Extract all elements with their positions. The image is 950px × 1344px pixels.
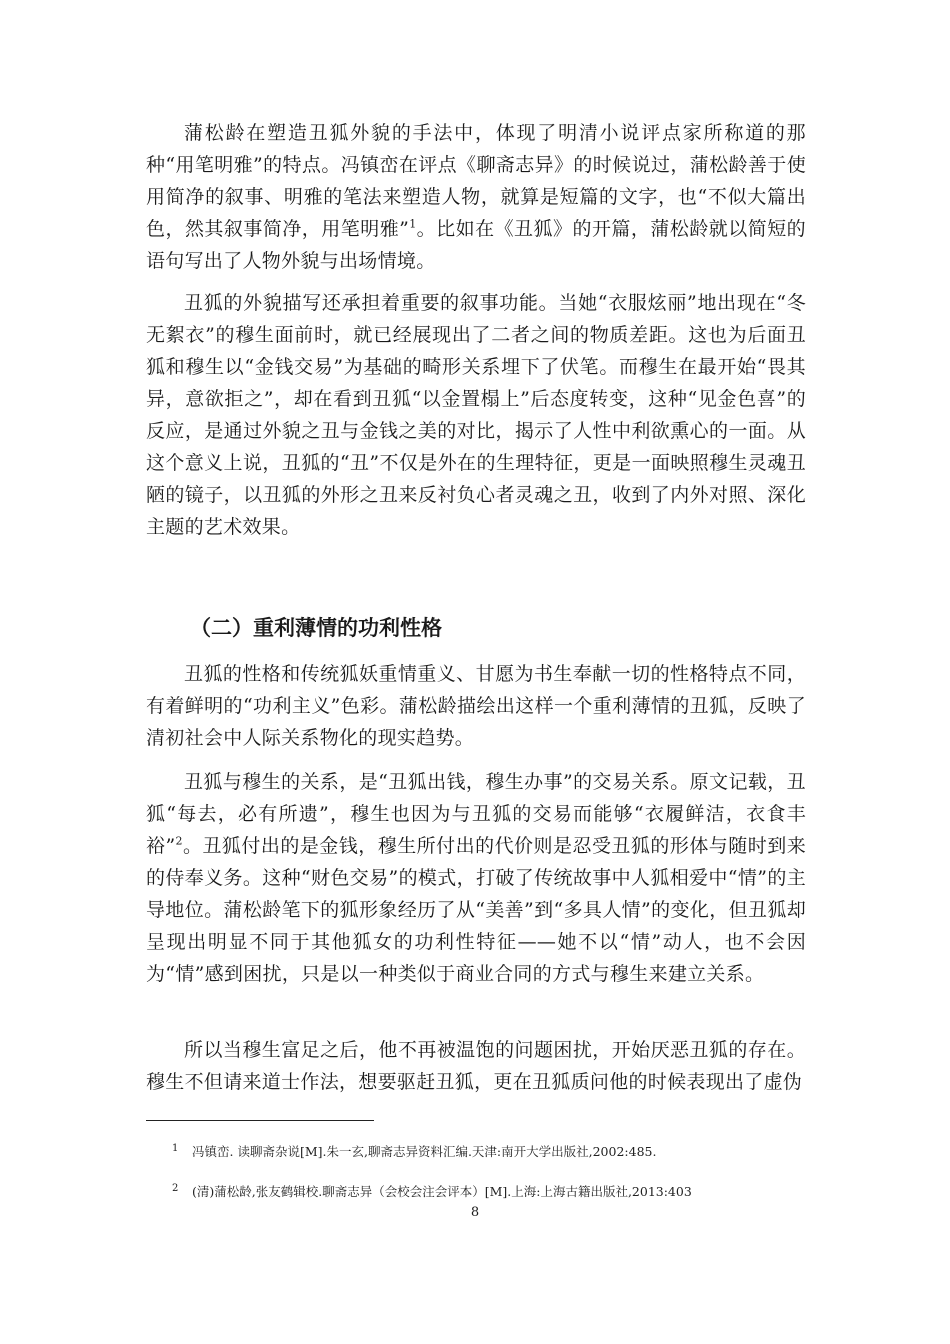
- paragraph-utilitarian-character: [146, 658, 806, 754]
- paragraph-narrative-function: [146, 287, 806, 543]
- page-number: 8: [470, 1205, 480, 1220]
- paragraph-text: 所以当穆生富足之后，他不再被温饱的问题困扰，开始厌恶丑狐的存在。穆生不但请来道士作法，想要驱赶丑狐，更在丑狐质问他的时候表现出了虚伪: [146, 1039, 806, 1093]
- paragraph-text: 蒲松龄在塑造丑狐外貌的手法中，体现了明清小说评点家所称道的那种“用笔明雅”的特点。冯镇峦在评点《聊斋志异》的时候说过，蒲松龄善于使用简净的叙事、明雅的笔法来塑造人物，就算是短篇的文字，也“不似大篇出色，然其叙事简净，用笔明雅”: [146, 122, 806, 240]
- paragraph-text: 。比如在《丑狐》的开篇，蒲松龄就以简短的语句写出了人物外貌与出场情境。: [146, 218, 806, 272]
- footnote-ref-1[interactable]: 1: [409, 217, 417, 231]
- footnote-2: 2 (清)蒲松龄,张友鹤辑校.聊斋志异（会校会注会评本）[M].上海:上海古籍出版社,2013:403: [172, 1182, 692, 1199]
- section-heading: （二）重利薄情的功利性格: [190, 616, 442, 640]
- footnote-ref-2[interactable]: 2: [175, 834, 183, 848]
- paragraph-text: 丑狐与穆生的关系，是“丑狐出钱，穆生办事”的交易关系。原文记载，丑狐“每去，必有所遗”，穆生也因为与丑狐的交易而能够“衣履鲜洁，衣食丰裕”: [146, 771, 806, 857]
- footnote-separator: [146, 1120, 374, 1121]
- footnote-text: (清)蒲松龄,张友鹤辑校.聊斋志异（会校会注会评本）[M].上海:上海古籍出版社,2013:403: [192, 1184, 692, 1199]
- paragraph-transaction-relation: [146, 766, 806, 990]
- footnote-1: 1 冯镇峦. 读聊斋杂说[M].朱一玄,聊斋志异资料汇编.天津:南开大学出版社,2002:485.: [172, 1142, 657, 1159]
- paragraph-text: 丑狐的外貌描写还承担着重要的叙事功能。当她“衣服炫丽”地出现在“冬无絮衣”的穆生面前时，就已经展现出了二者之间的物质差距。这也为后面丑狐和穆生以“金钱交易”为基础的畸形关系埋下了伏笔。而穆生在最开始“畏其异，意欲拒之”，却在看到丑狐“以金置榻上”后态度转变，这种“见金色喜”的反应，是通过外貌之丑与金钱之美的对比，揭示了人性中利欲熏心的一面。从这个意义上说，丑狐的“丑”不仅是外在的生理特征，更是一面映照穆生灵魂丑陋的镜子，以丑狐的外形之丑来反衬负心者灵魂之丑，收到了内外对照、深化主题的艺术效果。: [146, 292, 806, 538]
- paragraph-appearance-style: [146, 117, 806, 277]
- paragraph-text: 丑狐的性格和传统狐妖重情重义、甘愿为书生奉献一切的性格特点不同，有着鲜明的“功利主义”色彩。蒲松龄描绘出这样一个重利薄情的丑狐，反映了清初社会中人际关系物化的现实趋势。: [146, 663, 806, 749]
- footnote-text: 冯镇峦. 读聊斋杂说[M].朱一玄,聊斋志异资料汇编.天津:南开大学出版社,2002:485.: [192, 1144, 657, 1159]
- paragraph-mu-sheng-wealthy: [146, 1034, 806, 1098]
- paragraph-text: 。丑狐付出的是金钱，穆生所付出的代价则是忍受丑狐的形体与随时到来的侍奉义务。这种“财色交易”的模式，打破了传统故事中人狐相爱中“情”的主导地位。蒲松龄笔下的狐形象经历了从“美善”到“多具人情”的变化，但丑狐却呈现出明显不同于其他狐女的功利性特征——她不以“情”动人，也不会因为“情”感到困扰，只是以一种类似于商业合同的方式与穆生来建立关系。: [146, 835, 806, 985]
